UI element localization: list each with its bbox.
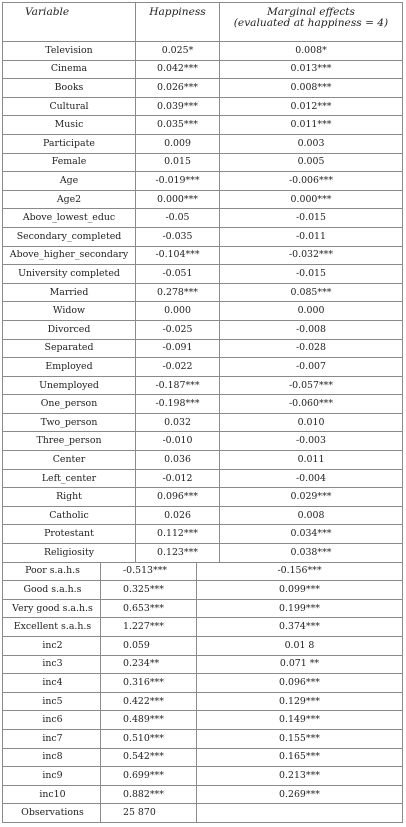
cell-happiness: 0.032 xyxy=(135,414,219,432)
cell-marginal: 0.099*** xyxy=(196,581,403,599)
cell-variable: Three_person xyxy=(2,432,135,450)
table-row xyxy=(2,432,403,451)
cell-variable: Separated xyxy=(2,340,135,358)
cell-variable: Above_lowest_educ xyxy=(2,209,135,227)
table-row xyxy=(2,284,403,303)
cell-happiness: 0.489*** xyxy=(100,711,196,729)
cell-variable: inc5 xyxy=(2,693,100,711)
cell-variable: Center xyxy=(2,451,135,469)
cell-happiness: 0.699*** xyxy=(100,767,196,785)
table-row xyxy=(2,79,403,98)
table-row xyxy=(2,749,403,768)
table-row xyxy=(2,395,403,414)
cell-happiness: 0.039*** xyxy=(135,98,219,116)
table-row xyxy=(2,600,403,619)
cell-marginal: 0.085*** xyxy=(219,284,403,302)
cell-variable: Excellent s.a.h.s xyxy=(2,618,100,636)
cell-variable: Age xyxy=(2,172,135,190)
table-row xyxy=(2,674,403,693)
cell-variable: Participate xyxy=(2,135,135,153)
table-row xyxy=(2,377,403,396)
cell-happiness: -0.513*** xyxy=(100,563,196,581)
cell-marginal: 0.005 xyxy=(219,154,403,172)
cell-variable: inc2 xyxy=(2,637,100,655)
cell-marginal xyxy=(196,804,403,822)
lower-block xyxy=(2,563,403,823)
table-row xyxy=(2,581,403,600)
table-row xyxy=(2,507,403,526)
cell-variable: Secondary_completed xyxy=(2,228,135,246)
cell-happiness: 0.096*** xyxy=(135,488,219,506)
cell-variable: Divorced xyxy=(2,321,135,339)
table-row xyxy=(2,302,403,321)
header-marginal-line1: Marginal effects xyxy=(267,6,355,18)
table-row xyxy=(2,488,403,507)
cell-happiness: 0.026*** xyxy=(135,79,219,97)
cell-variable: inc10 xyxy=(2,786,100,804)
cell-marginal: -0.004 xyxy=(219,470,403,488)
header-variable: Variable xyxy=(2,3,135,41)
cell-marginal: 0.012*** xyxy=(219,98,403,116)
table-row xyxy=(2,414,403,433)
cell-happiness: 0.542*** xyxy=(100,749,196,767)
regression-table xyxy=(2,2,403,823)
cell-happiness: -0.104*** xyxy=(135,247,219,265)
cell-variable: Unemployed xyxy=(2,377,135,395)
cell-happiness: 0.009 xyxy=(135,135,219,153)
cell-variable: Married xyxy=(2,284,135,302)
table-row xyxy=(2,265,403,284)
cell-happiness: 0.000*** xyxy=(135,191,219,209)
cell-variable: Widow xyxy=(2,302,135,320)
table-row xyxy=(2,172,403,191)
cell-variable: Observations xyxy=(2,804,100,822)
cell-happiness: -0.010 xyxy=(135,432,219,450)
cell-marginal: -0.057*** xyxy=(219,377,403,395)
cell-happiness: 25 870 xyxy=(100,804,196,822)
cell-marginal: 0.155*** xyxy=(196,730,403,748)
cell-marginal: 0.008 xyxy=(219,507,403,525)
cell-happiness: -0.051 xyxy=(135,265,219,283)
table-row xyxy=(2,804,403,823)
table-row xyxy=(2,711,403,730)
cell-happiness: 0.278*** xyxy=(135,284,219,302)
table-row xyxy=(2,135,403,154)
table-row xyxy=(2,525,403,544)
cell-marginal: 0.008* xyxy=(219,42,403,60)
cell-marginal: 0.011 xyxy=(219,451,403,469)
cell-marginal: 0.129*** xyxy=(196,693,403,711)
cell-happiness: 0.025* xyxy=(135,42,219,60)
cell-marginal: 0.011*** xyxy=(219,116,403,134)
cell-marginal: 0.165*** xyxy=(196,749,403,767)
table-row xyxy=(2,470,403,489)
cell-variable: Poor s.a.h.s xyxy=(2,563,100,581)
table-row xyxy=(2,730,403,749)
cell-marginal: 0.213*** xyxy=(196,767,403,785)
cell-variable: Television xyxy=(2,42,135,60)
cell-marginal: 0.000 xyxy=(219,302,403,320)
cell-marginal: -0.028 xyxy=(219,340,403,358)
cell-marginal: 0.374*** xyxy=(196,618,403,636)
header-happiness: Happiness xyxy=(135,3,219,41)
cell-happiness: 0.059 xyxy=(100,637,196,655)
table-row xyxy=(2,191,403,210)
cell-marginal: 0.199*** xyxy=(196,600,403,618)
cell-happiness: -0.022 xyxy=(135,358,219,376)
cell-variable: Cultural xyxy=(2,98,135,116)
table-row xyxy=(2,544,403,563)
cell-happiness: 0.510*** xyxy=(100,730,196,748)
cell-happiness: 0.123*** xyxy=(135,544,219,562)
cell-variable: Very good s.a.h.s xyxy=(2,600,100,618)
cell-marginal: -0.003 xyxy=(219,432,403,450)
table-header-row xyxy=(2,2,403,42)
cell-marginal: 0.003 xyxy=(219,135,403,153)
cell-variable: Left_center xyxy=(2,470,135,488)
cell-marginal: 0.269*** xyxy=(196,786,403,804)
table-row xyxy=(2,321,403,340)
cell-marginal: 0.01 8 xyxy=(196,637,403,655)
cell-happiness: 0.015 xyxy=(135,154,219,172)
cell-variable: Music xyxy=(2,116,135,134)
cell-variable: Above_higher_secondary xyxy=(2,247,135,265)
upper-block xyxy=(2,42,403,563)
cell-marginal: -0.156*** xyxy=(196,563,403,581)
cell-marginal: 0.071 ** xyxy=(196,656,403,674)
table-row xyxy=(2,451,403,470)
cell-variable: inc4 xyxy=(2,674,100,692)
cell-happiness: 0.325*** xyxy=(100,581,196,599)
cell-marginal: -0.015 xyxy=(219,209,403,227)
cell-happiness: -0.025 xyxy=(135,321,219,339)
cell-variable: Right xyxy=(2,488,135,506)
table-row xyxy=(2,98,403,117)
cell-marginal: -0.007 xyxy=(219,358,403,376)
cell-marginal: 0.013*** xyxy=(219,61,403,79)
cell-variable: inc7 xyxy=(2,730,100,748)
cell-happiness: 0.316*** xyxy=(100,674,196,692)
table-row xyxy=(2,618,403,637)
table-row xyxy=(2,247,403,266)
table-row xyxy=(2,61,403,80)
cell-marginal: 0.010 xyxy=(219,414,403,432)
table-row xyxy=(2,116,403,135)
cell-happiness: 0.026 xyxy=(135,507,219,525)
cell-marginal: 0.149*** xyxy=(196,711,403,729)
cell-marginal: -0.015 xyxy=(219,265,403,283)
cell-variable: Cinema xyxy=(2,61,135,79)
cell-marginal: 0.029*** xyxy=(219,488,403,506)
cell-variable: One_person xyxy=(2,395,135,413)
cell-variable: inc9 xyxy=(2,767,100,785)
cell-variable: Protestant xyxy=(2,525,135,543)
cell-happiness: 0.042*** xyxy=(135,61,219,79)
table-row xyxy=(2,209,403,228)
cell-marginal: -0.011 xyxy=(219,228,403,246)
cell-happiness: 0.035*** xyxy=(135,116,219,134)
cell-variable: University completed xyxy=(2,265,135,283)
table-row xyxy=(2,767,403,786)
cell-variable: inc6 xyxy=(2,711,100,729)
cell-happiness: 0.112*** xyxy=(135,525,219,543)
cell-variable: Catholic xyxy=(2,507,135,525)
cell-marginal: -0.060*** xyxy=(219,395,403,413)
cell-marginal: -0.006*** xyxy=(219,172,403,190)
table-row xyxy=(2,154,403,173)
cell-happiness: 0.234** xyxy=(100,656,196,674)
cell-marginal: 0.096*** xyxy=(196,674,403,692)
table-row xyxy=(2,42,403,61)
cell-variable: Religiosity xyxy=(2,544,135,562)
cell-variable: Good s.a.h.s xyxy=(2,581,100,599)
cell-happiness: 1.227*** xyxy=(100,618,196,636)
cell-variable: inc3 xyxy=(2,656,100,674)
cell-happiness: -0.05 xyxy=(135,209,219,227)
cell-marginal: 0.008*** xyxy=(219,79,403,97)
cell-marginal: 0.000*** xyxy=(219,191,403,209)
cell-happiness: 0.882*** xyxy=(100,786,196,804)
cell-marginal: -0.032*** xyxy=(219,247,403,265)
cell-marginal: -0.008 xyxy=(219,321,403,339)
cell-happiness: -0.198*** xyxy=(135,395,219,413)
cell-happiness: 0.000 xyxy=(135,302,219,320)
table-row xyxy=(2,656,403,675)
table-row xyxy=(2,563,403,582)
cell-happiness: -0.012 xyxy=(135,470,219,488)
header-marginal-effects xyxy=(219,3,403,41)
cell-variable: Female xyxy=(2,154,135,172)
table-row xyxy=(2,358,403,377)
table-row xyxy=(2,786,403,805)
cell-happiness: -0.091 xyxy=(135,340,219,358)
cell-happiness: -0.035 xyxy=(135,228,219,246)
table-row xyxy=(2,637,403,656)
table-row xyxy=(2,693,403,712)
cell-happiness: -0.187*** xyxy=(135,377,219,395)
cell-variable: Two_person xyxy=(2,414,135,432)
cell-marginal: 0.034*** xyxy=(219,525,403,543)
cell-happiness: 0.422*** xyxy=(100,693,196,711)
cell-variable: inc8 xyxy=(2,749,100,767)
cell-variable: Books xyxy=(2,79,135,97)
cell-happiness: 0.653*** xyxy=(100,600,196,618)
cell-variable: Age2 xyxy=(2,191,135,209)
cell-variable: Employed xyxy=(2,358,135,376)
cell-happiness: 0.036 xyxy=(135,451,219,469)
cell-marginal: 0.038*** xyxy=(219,544,403,562)
table-row xyxy=(2,228,403,247)
header-marginal-line2: (evaluated at happiness = 4) xyxy=(233,17,389,30)
cell-happiness: -0.019*** xyxy=(135,172,219,190)
table-row xyxy=(2,340,403,359)
